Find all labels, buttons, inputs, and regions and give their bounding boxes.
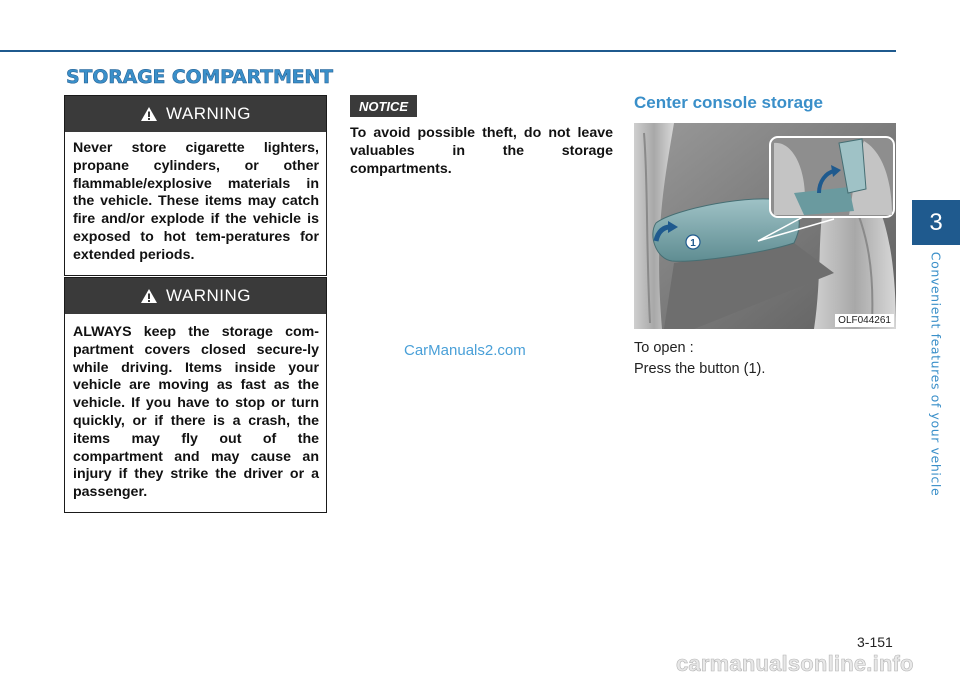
center-console-figure [634,123,896,329]
notice-badge: NOTICE [350,95,417,117]
warning-box-closed-covers [64,277,327,513]
chapter-title: Convenient features of your vehicle [928,251,944,497]
warning-triangle-icon [140,106,158,122]
figure-code: OLF044261 [835,314,894,327]
section-title: STORAGE COMPARTMENT [66,66,333,88]
center-console-heading: Center console storage [634,93,823,112]
warning-text: Never store cigarette lighters, propane cylinders, or other flammable/explosive materials in the vehicle. These items may catch fire and/or explode if the vehicle is exposed to hot tem-peratures for extended periods. [73,140,319,263]
notice-text: To avoid possible theft, do not leave valuables in the storage compartments. [350,125,613,177]
chapter-tab[interactable]: 3 [912,200,960,245]
warning-box-flammables [64,95,327,276]
top-rule [0,50,896,52]
warning-heading: WARNING [165,286,252,305]
instruction-intro: To open : [634,340,694,356]
warning-text: ALWAYS keep the storage com-partment covers closed secure-ly while driving. Items inside your vehicle are moving as fast as the vehicle. If you have to stop or turn quickly, or if there is a crash, the items may fly out of the compartment and may cause an injury if they strike the driver or a passenger. [73,324,319,501]
page-number: 3-151 [857,634,893,650]
warning-header [65,96,326,132]
warning-triangle-icon [140,288,158,304]
warning-heading: WARNING [165,104,252,123]
watermark-link[interactable]: CarManuals2.com [404,342,526,359]
instruction-step: Press the button (1). [634,361,766,377]
footer-logo-link[interactable]: carmanualsonline.info [676,651,914,676]
warning-header [65,278,326,314]
console-illustration [634,123,896,329]
callout-number: 1 [690,238,696,249]
